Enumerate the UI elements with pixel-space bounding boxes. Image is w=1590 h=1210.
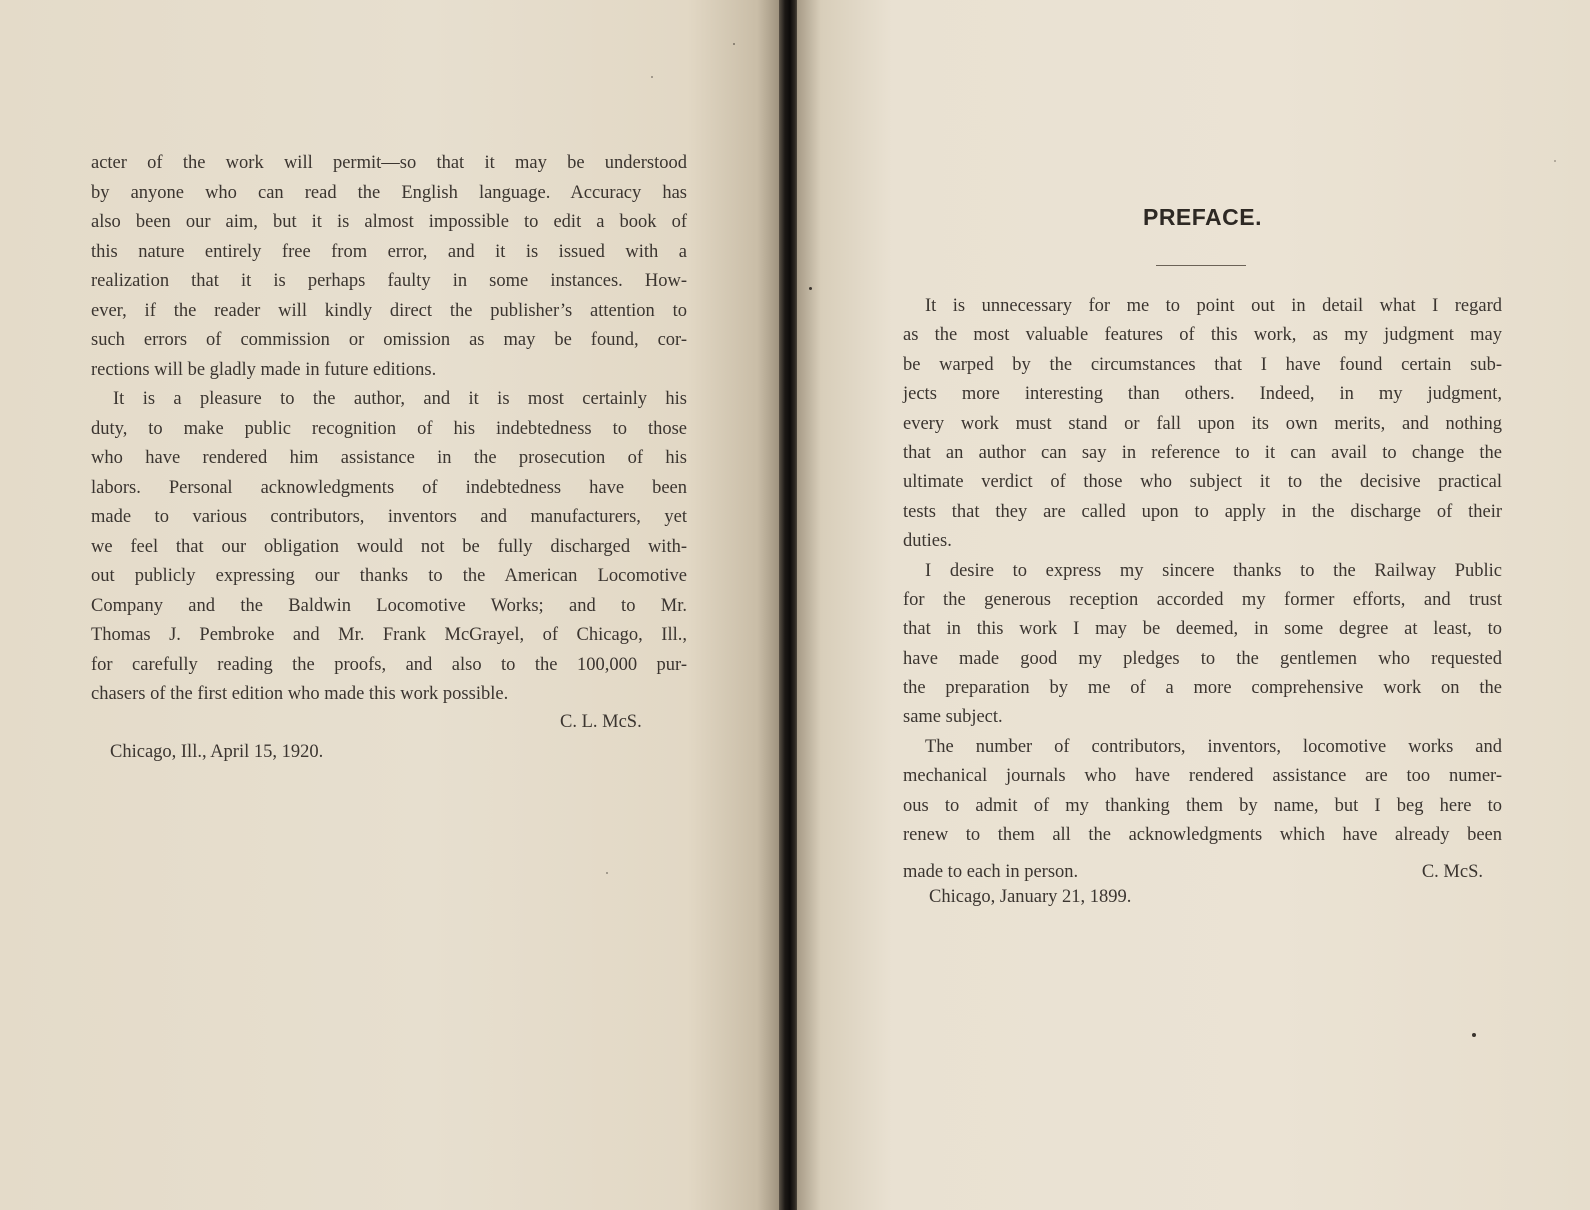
- text-line: renew to them all the acknowledgments which have already been: [903, 825, 1502, 846]
- text-line: every work must stand or fall upon its own merits, and nothing: [903, 413, 1502, 434]
- book-gutter: [779, 0, 799, 1210]
- text-line: chasers of the first edition who made this work possible.: [91, 684, 509, 704]
- text-line: labors. Personal acknowledgments of indebtedness have been: [91, 477, 687, 498]
- paper-speck: [733, 43, 735, 45]
- text-line: Thomas J. Pembroke and Mr. Frank McGrayel, of Chicago, Ill.,: [91, 625, 687, 645]
- text-line: duties.: [903, 531, 952, 552]
- text-line: ever, if the reader will kindly direct the publisher’s attention to: [91, 300, 687, 321]
- text-line: It is unnecessary for me to point out in detail what I regard: [925, 296, 1502, 316]
- text-line: be warped by the circumstances that I have found certain sub-: [903, 354, 1502, 375]
- text-line: made to each in person.: [903, 862, 1079, 882]
- text-line: that an author can say in reference to it can avail to change the: [903, 442, 1502, 463]
- paper-speck: [1554, 160, 1556, 162]
- text-line: tests that they are called upon to apply in the discharge of their: [903, 501, 1502, 522]
- text-line: also been our aim, but it is almost impossible to edit a book of: [91, 212, 687, 232]
- right-page-body: [903, 292, 1502, 850]
- text-line: rections will be gladly made in future editions.: [91, 359, 437, 380]
- right-date-line: Chicago, January 21, 1899.: [929, 887, 1132, 907]
- text-line: The number of contributors, inventors, locomotive works and: [925, 736, 1502, 757]
- text-line: for carefully reading the proofs, and also to the 100,000 pur-: [91, 654, 687, 675]
- title-rule: [1156, 265, 1246, 266]
- text-line: as the most valuable features of this work, as my judgment may: [903, 325, 1502, 346]
- text-line: such errors of commission or omission as may be found, cor-: [91, 330, 687, 350]
- text-line: realization that it is perhaps faulty in some instances. How-: [91, 271, 687, 291]
- left-signature: C. L. McS.: [560, 712, 642, 732]
- text-line: It is a pleasure to the author, and it is most certainly his: [113, 389, 687, 409]
- paper-speck: [809, 287, 812, 290]
- right-signature: C. McS.: [1421, 862, 1483, 882]
- text-line: made to various contributors, inventors and manufacturers, yet: [91, 507, 687, 527]
- text-line: I desire to express my sincere thanks to the Railway Public: [925, 560, 1502, 581]
- paper-speck: [606, 872, 608, 874]
- paper-speck: [651, 76, 653, 78]
- text-line: that in this work I may be deemed, in some degree at least, to: [903, 619, 1502, 640]
- text-line: we feel that our obligation would not be fully discharged with-: [91, 536, 687, 557]
- text-line: Company and the Baldwin Locomotive Works; and to Mr.: [91, 595, 687, 616]
- paper-speck: [1472, 1033, 1476, 1037]
- text-line: mechanical journals who have rendered assistance are too numer-: [903, 766, 1502, 787]
- text-line: who have rendered him assistance in the prosecution of his: [91, 448, 687, 468]
- text-line: same subject.: [903, 707, 1003, 728]
- text-line: have made good my pledges to the gentlemen who requested: [903, 648, 1502, 669]
- page-title: PREFACE.: [1142, 204, 1263, 230]
- text-line: by anyone who can read the English language. Accuracy has: [91, 182, 687, 203]
- text-line: this nature entirely free from error, and it is issued with a: [91, 241, 687, 262]
- text-line: acter of the work will permit—so that it may be understood: [91, 153, 687, 173]
- text-line: jects more interesting than others. Indeed, in my judgment,: [903, 384, 1502, 405]
- text-line: duty, to make public recognition of his indebtedness to those: [91, 418, 687, 439]
- text-line: the preparation by me of a more comprehensive work on the: [903, 678, 1502, 699]
- left-page-body: [91, 149, 687, 710]
- text-line: ous to admit of my thanking them by name, but I beg here to: [903, 795, 1502, 816]
- left-date-line: Chicago, Ill., April 15, 1920.: [110, 742, 324, 762]
- text-line: out publicly expressing our thanks to the American Locomotive: [91, 566, 687, 586]
- text-line: for the generous reception accorded my former efforts, and trust: [903, 589, 1502, 610]
- text-line: ultimate verdict of those who subject it to the decisive practical: [903, 472, 1502, 493]
- right-closing-row: [903, 857, 1483, 887]
